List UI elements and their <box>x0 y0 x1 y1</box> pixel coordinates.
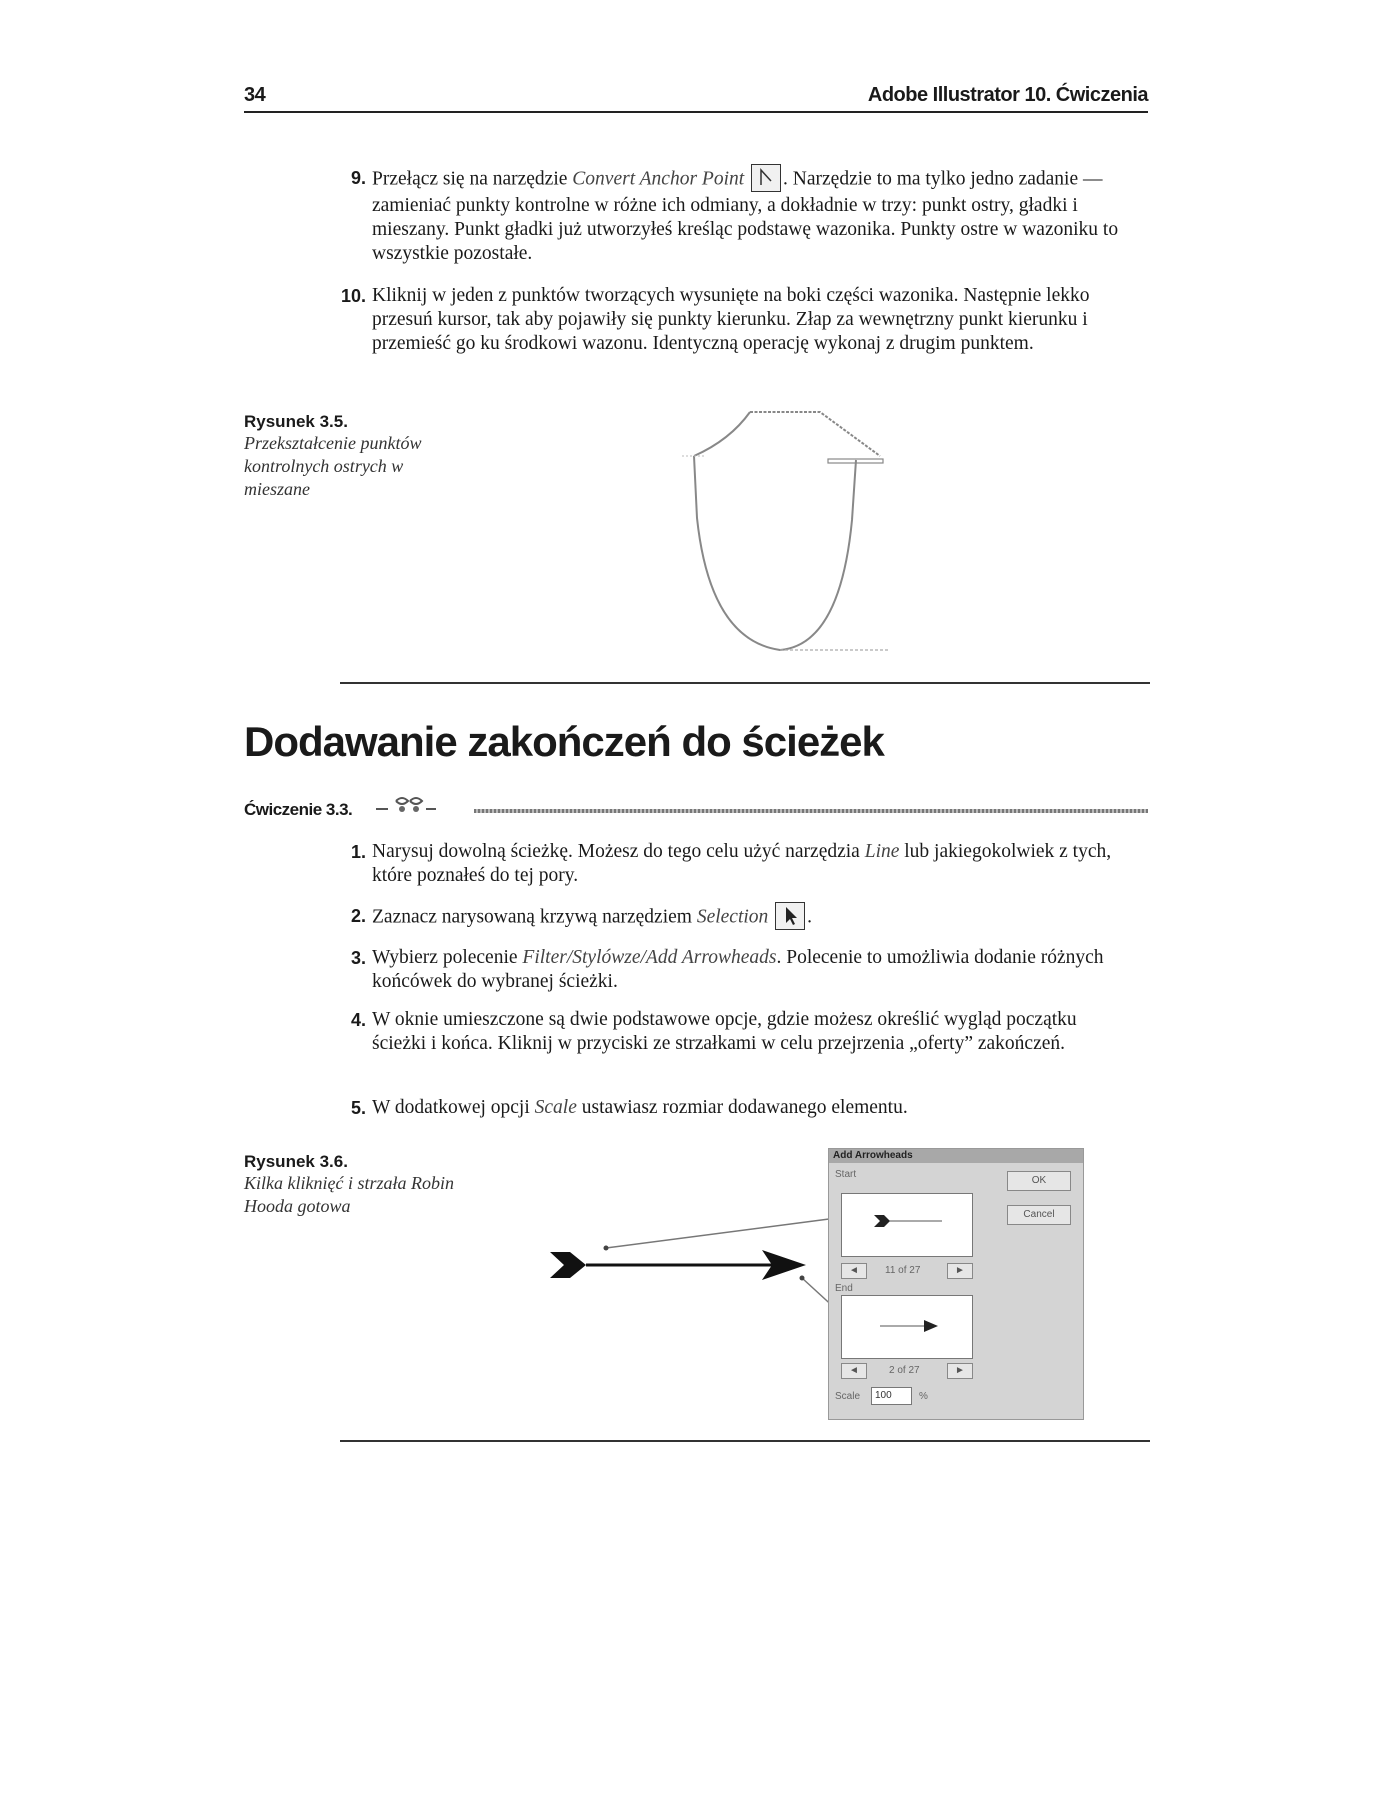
start-preview <box>841 1193 973 1257</box>
step-5: 5. W dodatkowej opcji Scale ustawiasz rozmiar dodawanego elementu. <box>350 1097 908 1118</box>
figure-caption: Przekształcenie punktów kontrolnych ostrych w mieszane <box>244 433 422 499</box>
end-preview <box>841 1295 973 1359</box>
step-number: 2. <box>350 906 366 926</box>
page-number: 34 <box>244 84 266 106</box>
add-arrowheads-dialog <box>828 1148 1084 1420</box>
figure-caption: Kilka kliknięć i strzała Robin Hooda gotowa <box>244 1173 454 1216</box>
figure-label: Rysunek 3.6. <box>244 1152 348 1171</box>
end-counter: 2 of 27 <box>889 1365 920 1376</box>
scale-unit: % <box>919 1391 928 1402</box>
end-prev-button[interactable]: ◄ <box>841 1363 867 1379</box>
figure-3-6-caption <box>244 1152 464 1218</box>
step-number: 9. <box>350 168 366 188</box>
ok-button[interactable]: OK <box>1007 1171 1071 1191</box>
exercise-rule <box>474 809 1148 813</box>
vase-illustration <box>680 400 930 670</box>
step-2: 2. Zaznacz narysowaną krzywą narzędziem Selection . <box>344 904 1124 932</box>
exercise-label: Ćwiczenie 3.3. <box>244 800 353 819</box>
start-label: Start <box>835 1169 857 1180</box>
dialog-title: Add Arrowheads <box>833 1150 913 1161</box>
bottom-rule <box>340 1440 1150 1442</box>
callout-lines <box>600 1200 860 1350</box>
step-number: 3. <box>350 948 366 968</box>
dialog-titlebar <box>829 1149 1083 1163</box>
figure-label: Rysunek 3.5. <box>244 412 348 431</box>
step-number: 10. <box>340 286 366 306</box>
step-number: 1. <box>350 842 366 862</box>
section-rule <box>340 682 1150 684</box>
step-9: 9. Przełącz się na narzędzie Convert Anchor Point . Narzędzie to ma tylko jedno zadanie — zamieniać punkty kontrolne w różne ich odmiany, a dokładnie w trzy: punkt ostry, gładki i mieszany. Punkt gładki już utworzyłeś kreśląc podstawę wazonika. Punkty ostre w wazoniku to wszystkie pozostałe. <box>344 166 1124 266</box>
end-next-button[interactable]: ► <box>947 1363 973 1379</box>
tool-name: Line <box>864 841 900 862</box>
end-label: End <box>835 1283 853 1294</box>
scale-input[interactable]: 100 <box>871 1387 912 1405</box>
scale-label: Scale <box>835 1391 861 1402</box>
step-number: 4. <box>350 1010 366 1030</box>
selection-arrow-icon <box>775 902 805 930</box>
step-10: 10. Kliknij w jeden z punktów tworzących wysunięte na boki części wazonika. Następnie lekko przesuń kursor, tak aby pojawiły się punkty kierunku. Złap za wewnętrzny punkt kierunku i przemieść go ku środkowi wazonu. Identyczną operację wykonaj z drugim punktem. <box>340 285 1090 354</box>
convert-anchor-point-icon <box>751 164 781 192</box>
start-arrowhead-preview-icon <box>842 1194 972 1256</box>
start-prev-button[interactable]: ◄ <box>841 1263 867 1279</box>
cancel-button[interactable]: Cancel <box>1007 1205 1071 1225</box>
step-4: 4. W oknie umieszczone są dwie podstawowe opcje, gdzie możesz określić wygląd początku ścieżki i końca. Kliknij w przyciski ze strzałkami w celu przejrzenia „oferty” zakończeń. <box>350 1009 1077 1054</box>
tool-name: Filter/Stylówze/Add Arrowheads <box>522 947 777 968</box>
step-1: 1. Narysuj dowolną ścieżkę. Możesz do tego celu użyć narzędzia Line lub jakiegokolwiek z tych, które poznałeś do tej pory. <box>350 841 1112 886</box>
book-title: Adobe Illustrator 10. Ćwiczenia <box>867 84 1148 106</box>
step-3: 3. Wybierz polecenie Filter/Stylówze/Add Arrowheads. Polecenie to umożliwia dodanie różnych końcówek do wybranej ścieżki. <box>350 947 1104 992</box>
section-title: Dodawanie zakończeń do ścieżek <box>244 718 884 765</box>
header-rule <box>244 111 1148 113</box>
exercise-ornament-icon <box>376 793 472 817</box>
tool-name: Convert Anchor Point <box>572 168 745 190</box>
end-arrowhead-preview-icon <box>842 1296 972 1358</box>
start-counter: 11 of 27 <box>885 1265 921 1276</box>
figure-3-5-caption <box>244 412 444 501</box>
start-next-button[interactable]: ► <box>947 1263 973 1279</box>
step-number: 5. <box>350 1098 366 1118</box>
tool-name: Selection <box>696 906 769 928</box>
tool-name: Scale <box>534 1097 577 1118</box>
